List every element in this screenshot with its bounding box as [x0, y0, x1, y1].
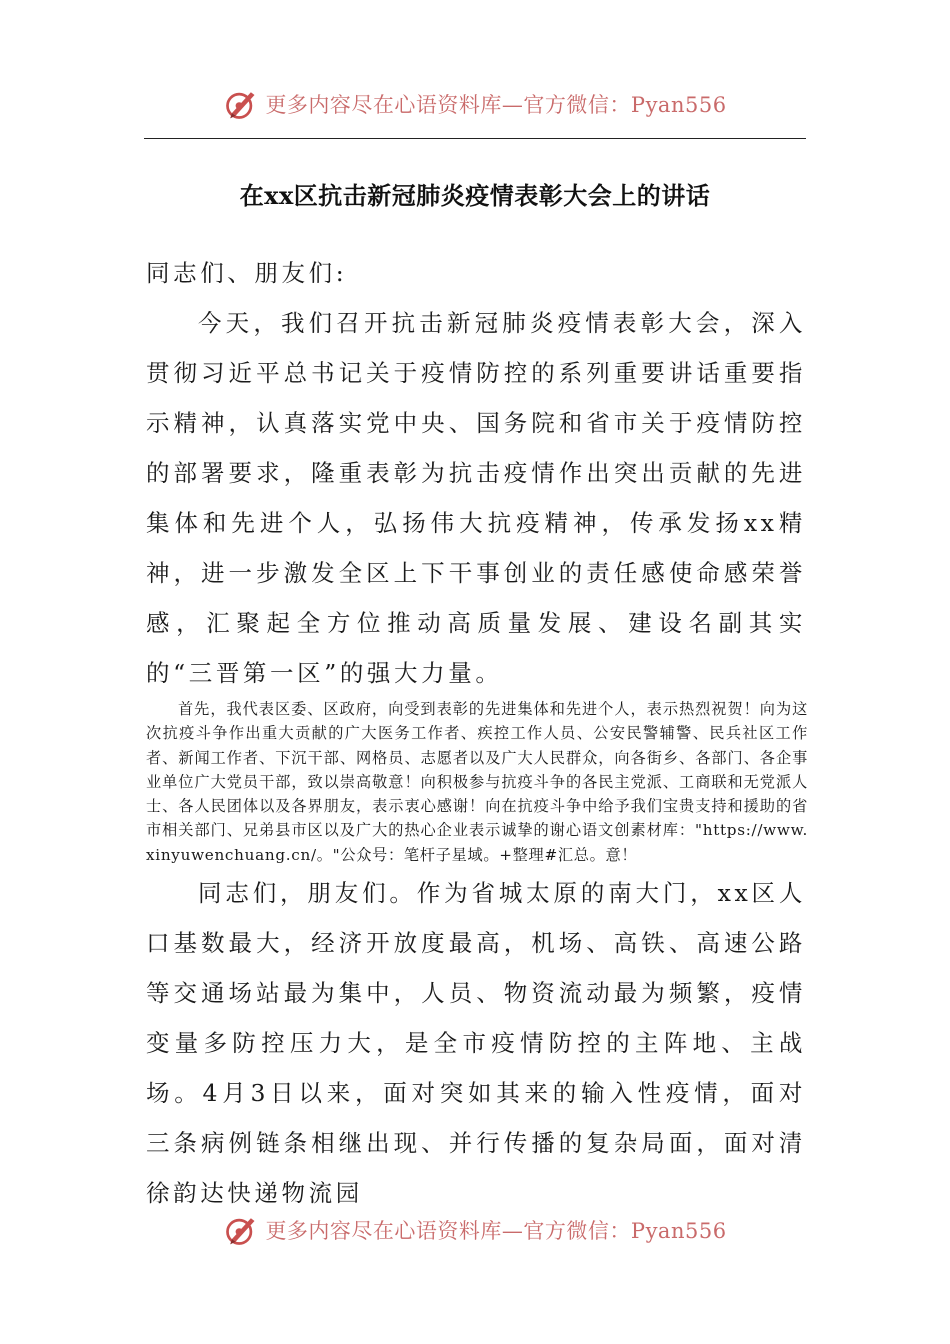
paragraph-situation: 同志们，朋友们。作为省城太原的南大门，xx区人口基数最大，经济开放度最高，机场、高铁、高速公路等交通场站最为集中，人员、物资流动最为频繁，疫情变量多防控压力大，是全市疫情防控的主阵地、主战场。4月3日以来，面对突如其来的输入性疫情，面对三条病例链条相继出现、并行传播的复杂局面，面对清徐韵达快递物流园 — [146, 879, 806, 1207]
footer-banner — [0, 1208, 950, 1252]
paragraph-opening: 今天，我们召开抗击新冠肺炎疫情表彰大会，深入贯彻习近平总书记关于疫情防控的系列重要讲话重要指示精神，认真落实党中央、国务院和省市关于疫情防控的部署要求，隆重表彰为抗击疫情作出突出贡献的先进集体和先进个人，弘扬伟大抗疫精神，传承发扬xx精神，进一步激发全区上下干事创业的责任感使命感荣誉感，汇聚起全方位推动高质量发展、建设名副其实的“三晋第一区”的强大力量。 — [146, 309, 806, 687]
pen-circle-logo-icon — [223, 86, 259, 122]
greeting: 同志们、朋友们: — [146, 259, 348, 287]
footer-banner-text: 更多内容尽在心语资料库—官方微信：Pyan556 — [265, 1219, 727, 1243]
header-divider — [144, 138, 806, 139]
pen-circle-logo-icon — [223, 1212, 259, 1248]
header-banner — [0, 82, 950, 126]
header-banner-text: 更多内容尽在心语资料库—官方微信：Pyan556 — [265, 93, 727, 117]
paragraph-thanks: 首先，我代表区委、区政府，向受到表彰的先进集体和先进个人，表示热烈祝贺！向为这次抗疫斗争作出重大贡献的广大医务工作者、疾控工作人员、公安民警辅警、民兵社区工作者、新闻工作者、下沉干部、网格员、志愿者以及广大人民群众，向各街乡、各部门、各企事业单位广大党员干部，致以崇高敬意！向积极参与抗疫斗争的各民主党派、工商联和无党派人士、各人民团体以及各界朋友，表示衷心感谢！向在抗疫斗争中给予我们宝贵支持和援助的省市相关部门、兄弟县市区以及广大的热心企业表示诚挚的谢心语文创素材库："https://www.xinyuwenchuang.cn/。"公众号：笔杆子星域。+整理#汇总。意！ — [146, 700, 808, 864]
document-title: 在xx区抗击新冠肺炎疫情表彰大会上的讲话 — [239, 181, 711, 210]
